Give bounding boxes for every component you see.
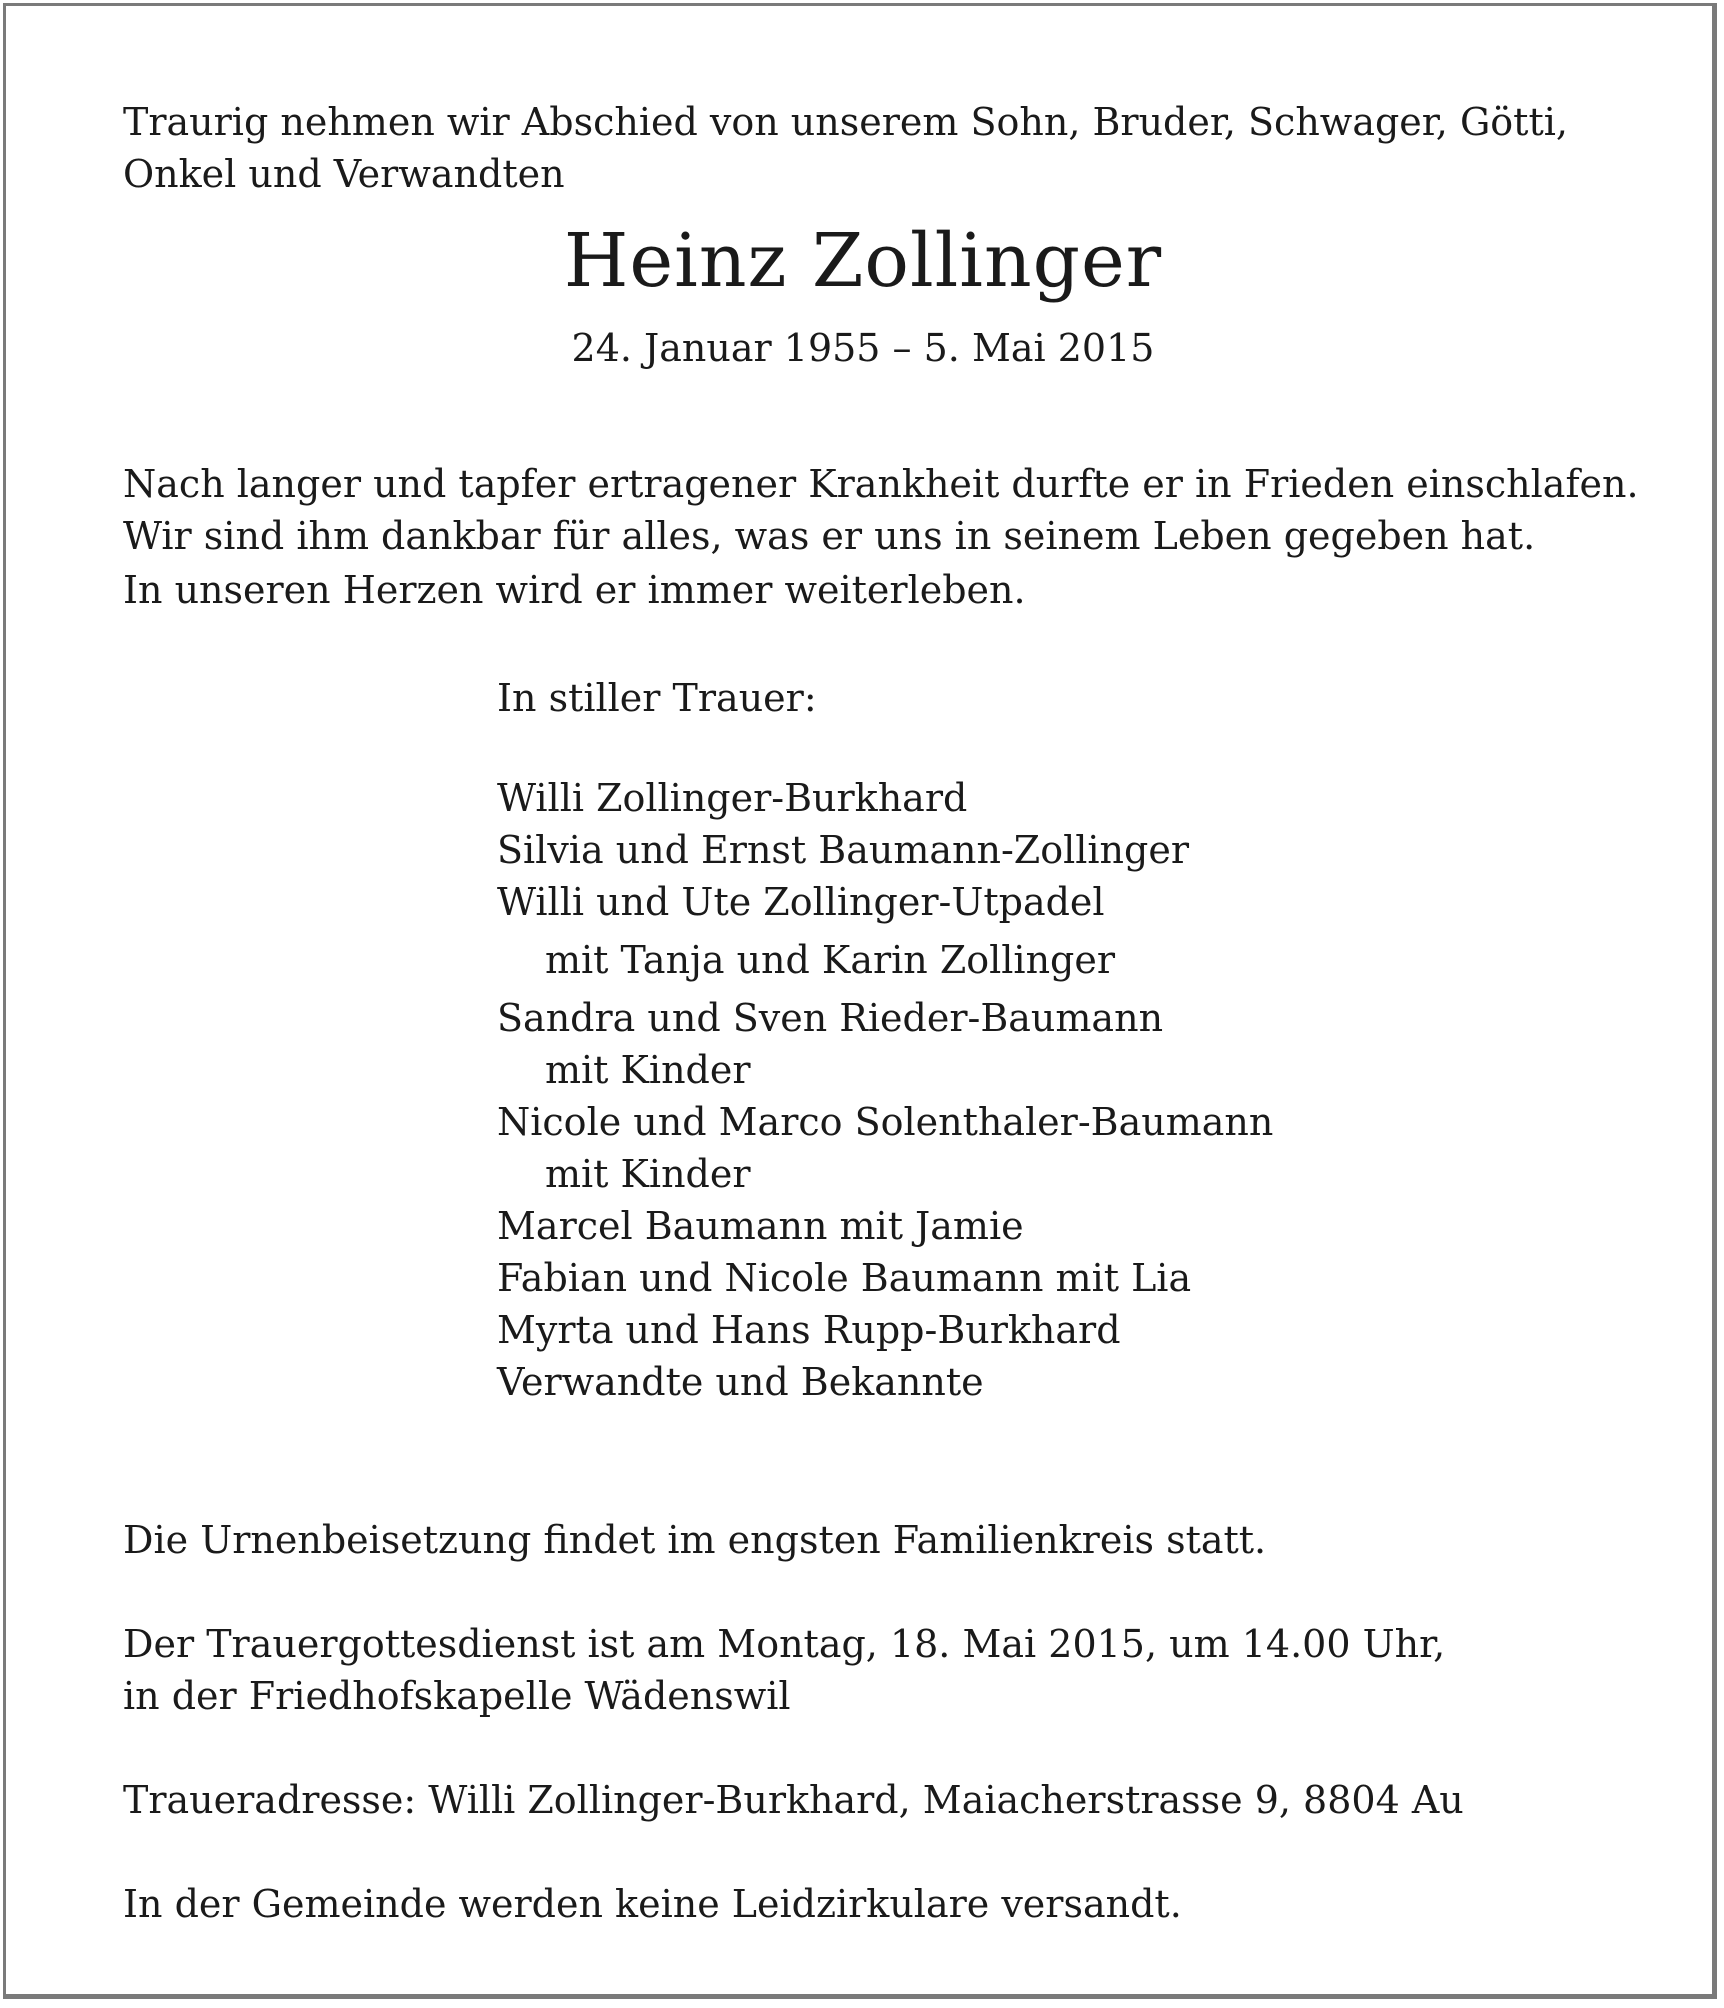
- mourner-name: Willi Zollinger-Burkhard: [497, 776, 968, 820]
- service-line-2: in der Friedhofskapelle Wädenswil: [123, 1674, 791, 1718]
- mourner-subline: mit Kinder: [545, 1152, 751, 1196]
- mourners-heading: In stiller Trauer:: [497, 676, 817, 720]
- life-dates: 24. Januar 1955 – 5. Mai 2015: [571, 326, 1155, 370]
- message-line-1: Nach langer und tapfer ertragener Krankheit durfte er in Frieden einschlafen.: [123, 462, 1639, 506]
- mourner-subline: mit Kinder: [545, 1048, 751, 1092]
- mourner-name: Willi und Ute Zollinger-Utpadel: [497, 880, 1105, 924]
- circular-note: In der Gemeinde werden keine Leidzirkulare versandt.: [123, 1882, 1182, 1926]
- mourner-name: Fabian und Nicole Baumann mit Lia: [497, 1256, 1192, 1300]
- deceased-name: Heinz Zollinger: [563, 218, 1163, 304]
- mourner-name: Myrta und Hans Rupp-Burkhard: [497, 1308, 1121, 1352]
- obituary-notice: [3, 3, 1717, 1999]
- mourner-name: Nicole und Marco Solenthaler-Baumann: [497, 1100, 1274, 1144]
- intro-line-1: Traurig nehmen wir Abschied von unserem Sohn, Bruder, Schwager, Götti,: [123, 100, 1568, 144]
- message-line-3: In unseren Herzen wird er immer weiterleben.: [123, 568, 1026, 612]
- mourning-address: Traueradresse: Willi Zollinger-Burkhard, Maiacherstrasse 9, 8804 Au: [123, 1778, 1464, 1822]
- mourner-name: Silvia und Ernst Baumann-Zollinger: [497, 828, 1189, 872]
- service-line-1: Der Trauergottesdienst ist am Montag, 18. Mai 2015, um 14.00 Uhr,: [123, 1622, 1446, 1666]
- mourner-name: Verwandte und Bekannte: [497, 1360, 984, 1404]
- mourner-name: Marcel Baumann mit Jamie: [497, 1204, 1024, 1248]
- mourner-subline: mit Tanja und Karin Zollinger: [545, 938, 1116, 982]
- message-line-2: Wir sind ihm dankbar für alles, was er uns in seinem Leben gegeben hat.: [123, 514, 1536, 558]
- burial-note: Die Urnenbeisetzung findet im engsten Familienkreis statt.: [123, 1518, 1267, 1562]
- intro-line-2: Onkel und Verwandten: [123, 152, 565, 196]
- mourner-name: Sandra und Sven Rieder-Baumann: [497, 996, 1164, 1040]
